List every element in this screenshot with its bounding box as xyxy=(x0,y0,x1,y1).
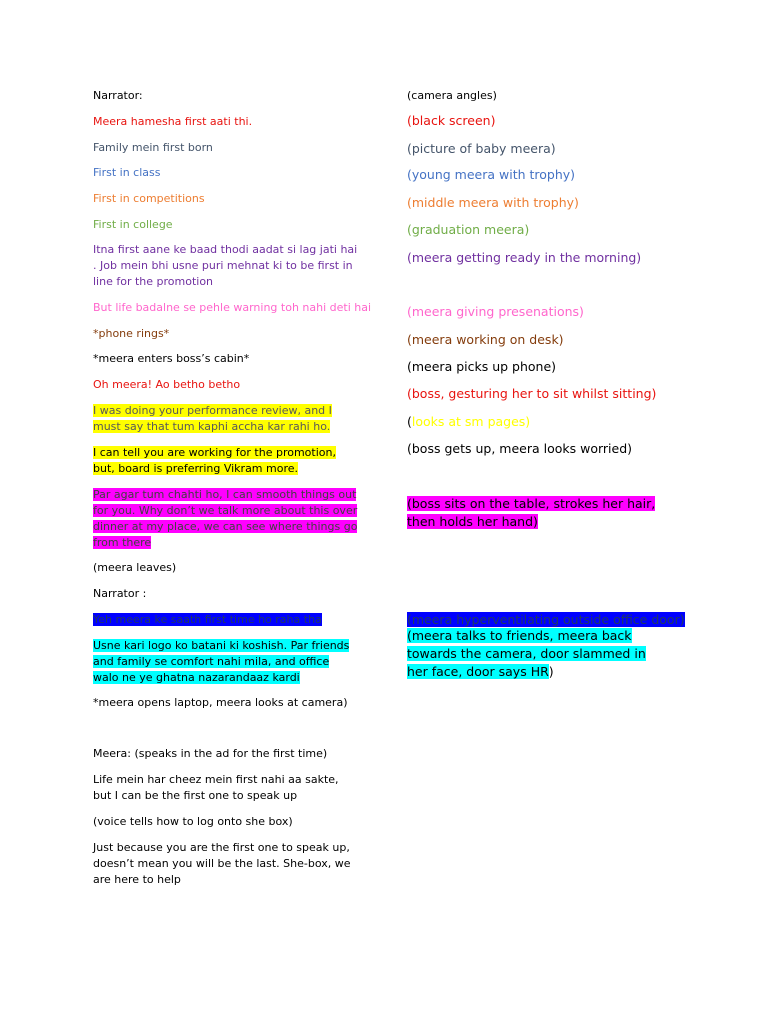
narrator-label: Narrator : xyxy=(93,587,147,600)
script-line: (voice tells how to log onto she box) xyxy=(93,815,293,828)
camera-direction: (picture of baby meera) xyxy=(407,141,556,156)
script-paragraph: Usne kari logo ko batani ki koshish. Par friends and family se comfort nahi mila, and office walo ne ye ghatna nazarandaaz kardi xyxy=(93,639,350,684)
script-paragraph: Life mein har cheez mein first nahi aa sakte, but I can be the first one to speak up xyxy=(93,773,339,802)
camera-direction: (boss gets up, meera looks worried) xyxy=(407,441,632,456)
script-line: First in college xyxy=(93,218,173,231)
script-line: First in class xyxy=(93,166,161,179)
camera-direction: (meera hyperventilating outside office door) xyxy=(407,612,685,627)
script-line: Oh meera! Ao betho betho xyxy=(93,378,241,391)
script-line: *meera opens laptop, meera looks at camera) xyxy=(93,696,348,709)
camera-direction-paragraph: (meera talks to friends, meera back towards the camera, door slammed in her face, door says HR) xyxy=(407,628,646,679)
script-paragraph: I can tell you are working for the promotion, but, board is preferring Vikram more. xyxy=(93,446,336,475)
camera-direction-paragraph: (boss sits on the table, strokes her hair, then holds her hand) xyxy=(407,496,656,529)
camera-angles-heading: (camera angles) xyxy=(407,89,497,102)
camera-direction: (meera giving presenations) xyxy=(407,304,584,319)
script-paragraph: Par agar tum chahti ho, I can smooth things out for you. Why don’t we talk more about this over dinner at my place, we can see where things go from there xyxy=(93,488,358,549)
script-line: *phone rings* xyxy=(93,327,170,340)
camera-direction: (meera getting ready in the morning) xyxy=(407,250,642,265)
camera-direction: (boss, gesturing her to sit whilst sitting) xyxy=(407,386,657,401)
camera-direction: (meera picks up phone) xyxy=(407,359,557,374)
script-line: (meera leaves) xyxy=(93,561,177,574)
script-line: Meera hamesha first aati thi. xyxy=(93,115,253,128)
script-line: But life badalne se pehle warning toh nahi deti hai xyxy=(93,301,372,314)
script-line: First in competitions xyxy=(93,192,205,205)
camera-direction: (black screen) xyxy=(407,113,496,128)
script-line: Yeh meera ke saath first time ho raha tha xyxy=(93,613,322,626)
script-paragraph: Itna first aane ke baad thodi aadat si lag jati hai . Job mein bhi usne puri mehnat ki to be first in line for the promotion xyxy=(93,243,358,288)
script-paragraph: I was doing your performance review, and I must say that tum kaphi accha kar rahi ho. xyxy=(93,404,332,433)
camera-direction: (middle meera with trophy) xyxy=(407,195,579,210)
narrator-label: Narrator: xyxy=(93,89,143,102)
camera-direction: (meera working on desk) xyxy=(407,332,564,347)
camera-direction: (young meera with trophy) xyxy=(407,167,576,182)
script-line: *meera enters boss’s cabin* xyxy=(93,352,250,365)
camera-direction: (looks at sm pages) xyxy=(407,414,531,429)
script-line: Meera: (speaks in the ad for the first time) xyxy=(93,747,328,760)
script-paragraph: Just because you are the first one to speak up, doesn’t mean you will be the last. She-box, we are here to help xyxy=(93,841,351,886)
camera-direction: (graduation meera) xyxy=(407,222,530,237)
script-line: Family mein first born xyxy=(93,141,213,154)
